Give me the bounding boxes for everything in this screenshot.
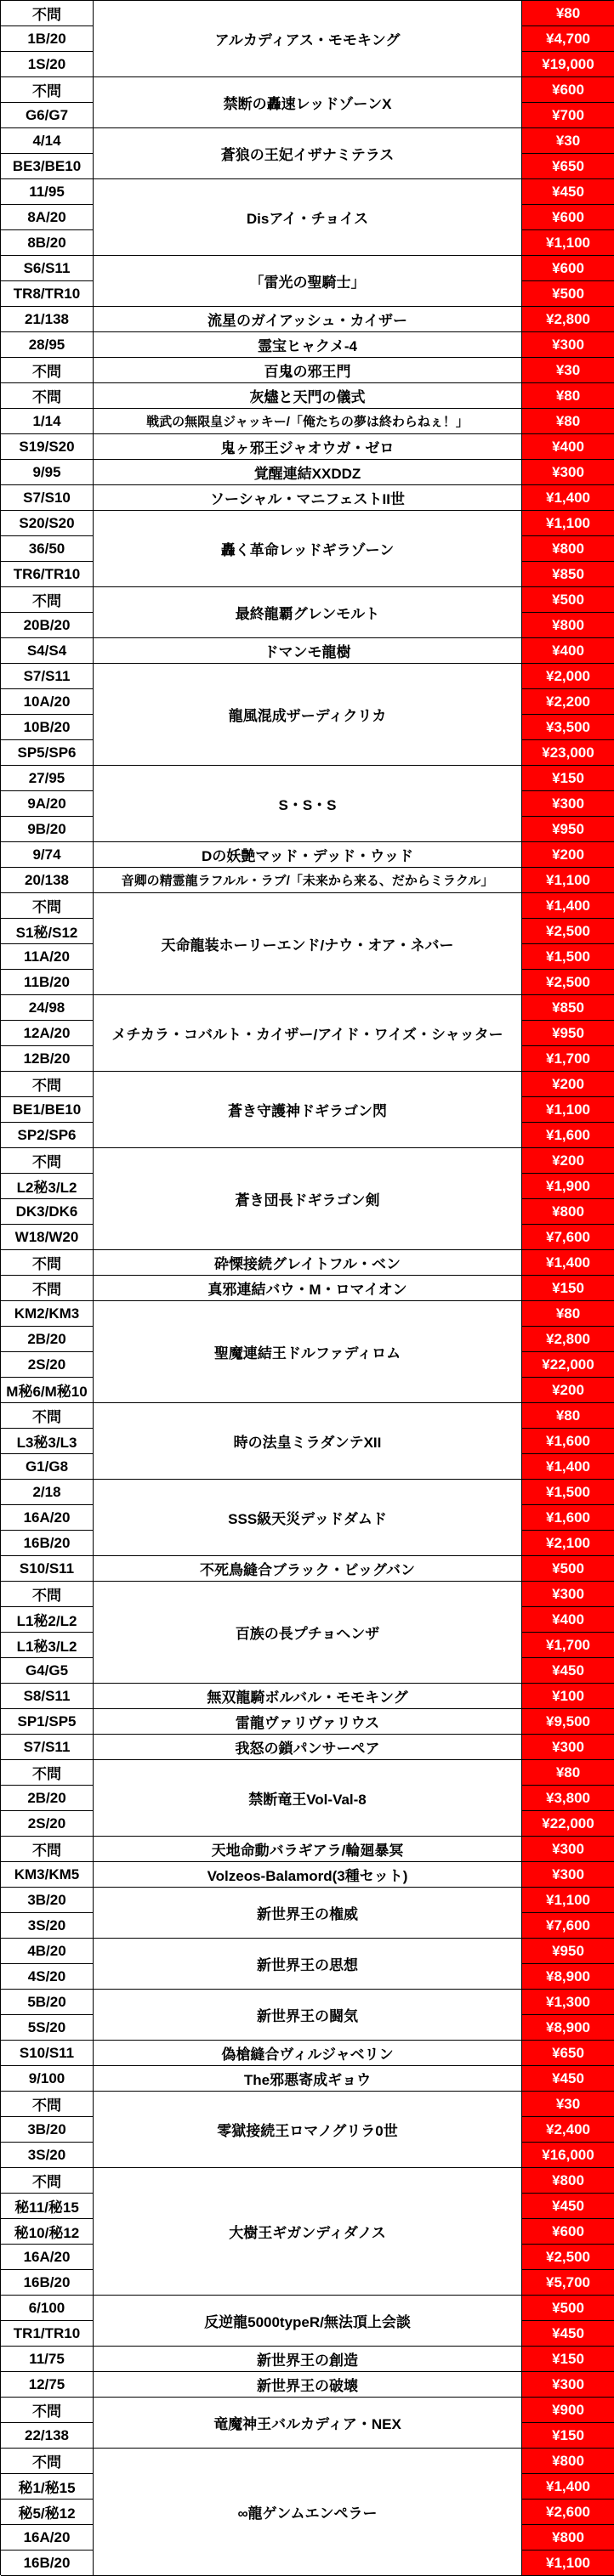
card-code-cell: 不問 [1, 383, 94, 409]
card-code-cell: 2S/20 [1, 1352, 94, 1378]
price-cell: ¥19,000 [522, 52, 614, 77]
card-code-cell: M秘6/M秘10 [1, 1378, 94, 1403]
card-name-cell: メチカラ・コバルト・カイザー/アイド・ワイズ・シャッター [94, 995, 522, 1072]
card-code-cell: S7/S11 [1, 664, 94, 689]
card-code-cell: S10/S11 [1, 2041, 94, 2066]
card-code-cell: BE3/BE10 [1, 154, 94, 179]
card-name-cell: 新世界王の創造 [94, 2347, 522, 2372]
card-code-cell: 28/95 [1, 332, 94, 358]
price-cell: ¥200 [522, 842, 614, 868]
card-code-cell: 11/75 [1, 2347, 94, 2372]
card-code-cell: 8B/20 [1, 230, 94, 256]
card-code-cell: 21/138 [1, 307, 94, 332]
price-cell: ¥650 [522, 154, 614, 179]
card-code-cell: 不問 [1, 77, 94, 103]
card-name-cell: 新世界王の思想 [94, 1939, 522, 1990]
price-cell: ¥600 [522, 256, 614, 281]
price-cell: ¥2,400 [522, 2117, 614, 2143]
price-cell: ¥1,400 [522, 1454, 614, 1480]
card-name-cell: 覚醒連結XXDDZ [94, 460, 522, 485]
price-cell: ¥1,500 [522, 1480, 614, 1505]
price-cell: ¥400 [522, 638, 614, 664]
price-cell: ¥400 [522, 1607, 614, 1633]
card-code-cell: 16A/20 [1, 2525, 94, 2551]
card-code-cell: 秘5/秘12 [1, 2500, 94, 2525]
card-code-cell: 9/100 [1, 2066, 94, 2092]
card-name-cell: 百鬼の邪王門 [94, 358, 522, 383]
card-code-cell: 9/74 [1, 842, 94, 868]
price-cell: ¥22,000 [522, 1352, 614, 1378]
card-name-cell: 新世界王の闘気 [94, 1990, 522, 2041]
price-cell: ¥80 [522, 1301, 614, 1327]
card-code-cell: G6/G7 [1, 103, 94, 128]
price-cell: ¥950 [522, 817, 614, 842]
card-code-cell: 不問 [1, 1276, 94, 1301]
card-code-cell: L1秘3/L2 [1, 1633, 94, 1658]
price-cell: ¥30 [522, 128, 614, 154]
price-cell: ¥2,000 [522, 664, 614, 689]
card-code-cell: 不問 [1, 1072, 94, 1097]
card-code-cell: 不問 [1, 1760, 94, 1786]
price-cell: ¥500 [522, 2296, 614, 2321]
price-cell: ¥16,000 [522, 2143, 614, 2168]
card-name-cell: 霊宝ヒャクメ-4 [94, 332, 522, 358]
card-code-cell: 不問 [1, 1, 94, 26]
card-code-cell: S7/S10 [1, 485, 94, 511]
card-code-cell: 9/95 [1, 460, 94, 485]
card-code-cell: W18/W20 [1, 1225, 94, 1250]
card-name-cell: 天命龍装ホーリーエンド/ナウ・オア・ネバー [94, 893, 522, 995]
card-name-cell: 雷龍ヴァリヴァリウス [94, 1709, 522, 1735]
card-code-cell: 5S/20 [1, 2015, 94, 2041]
price-cell: ¥300 [522, 460, 614, 485]
card-name-cell: 龍風混成ザーディクリカ [94, 664, 522, 766]
price-cell: ¥23,000 [522, 740, 614, 766]
price-cell: ¥300 [522, 332, 614, 358]
card-code-cell: SP1/SP5 [1, 1709, 94, 1735]
card-code-cell: 3S/20 [1, 1913, 94, 1939]
card-code-cell: 不問 [1, 358, 94, 383]
price-cell: ¥800 [522, 536, 614, 562]
card-code-cell: 3B/20 [1, 2117, 94, 2143]
price-cell: ¥450 [522, 1658, 614, 1684]
card-code-cell: 11A/20 [1, 944, 94, 970]
price-cell: ¥850 [522, 995, 614, 1021]
price-cell: ¥22,000 [522, 1811, 614, 1837]
card-code-cell: KM2/KM3 [1, 1301, 94, 1327]
card-code-cell: 9A/20 [1, 791, 94, 817]
price-cell: ¥1,100 [522, 1097, 614, 1123]
price-cell: ¥800 [522, 2525, 614, 2551]
card-code-cell: 3S/20 [1, 2143, 94, 2168]
card-name-cell: 真邪連結バウ・M・ロマイオン [94, 1276, 522, 1301]
price-cell: ¥950 [522, 1021, 614, 1046]
card-name-cell: 最終龍覇グレンモルト [94, 587, 522, 638]
price-cell: ¥1,100 [522, 868, 614, 893]
price-cell: ¥2,500 [522, 2245, 614, 2270]
price-cell: ¥600 [522, 2219, 614, 2245]
card-code-cell: 27/95 [1, 766, 94, 791]
price-cell: ¥80 [522, 383, 614, 409]
card-code-cell: KM3/KM5 [1, 1862, 94, 1888]
price-cell: ¥500 [522, 1556, 614, 1582]
price-cell: ¥200 [522, 1148, 614, 1174]
price-cell: ¥1,100 [522, 511, 614, 536]
price-cell: ¥800 [522, 2449, 614, 2474]
card-code-cell: TR6/TR10 [1, 562, 94, 587]
price-cell: ¥2,200 [522, 689, 614, 715]
price-cell: ¥1,600 [522, 1505, 614, 1531]
card-code-cell: 12B/20 [1, 1046, 94, 1072]
card-code-cell: 16B/20 [1, 2551, 94, 2576]
card-code-cell: 不問 [1, 893, 94, 919]
price-cell: ¥1,500 [522, 944, 614, 970]
price-cell: ¥600 [522, 77, 614, 103]
price-cell: ¥1,400 [522, 1250, 614, 1276]
card-code-cell: BE1/BE10 [1, 1097, 94, 1123]
card-code-cell: 4/14 [1, 128, 94, 154]
card-code-cell: 12A/20 [1, 1021, 94, 1046]
card-name-cell: ∞龍ゲンムエンペラー [94, 2449, 522, 2576]
price-cell: ¥1,700 [522, 1046, 614, 1072]
card-name-cell: 砕慄接続グレイトフル・ベン [94, 1250, 522, 1276]
card-name-cell: 偽槍縫合ヴィルジャベリン [94, 2041, 522, 2066]
card-code-cell: SP2/SP6 [1, 1123, 94, 1148]
card-name-cell: Disアイ・チョイス [94, 179, 522, 256]
price-cell: ¥80 [522, 1403, 614, 1429]
price-cell: ¥450 [522, 2066, 614, 2092]
card-code-cell: 不問 [1, 1148, 94, 1174]
card-code-cell: 不問 [1, 1837, 94, 1862]
price-cell: ¥150 [522, 766, 614, 791]
price-cell: ¥600 [522, 205, 614, 230]
card-code-cell: 不問 [1, 2398, 94, 2423]
card-code-cell: S19/S20 [1, 434, 94, 460]
card-name-cell: アルカディアス・モモキング [94, 1, 522, 77]
card-name-cell: S・S・S [94, 766, 522, 842]
card-code-cell: 8A/20 [1, 205, 94, 230]
price-cell: ¥200 [522, 1072, 614, 1097]
price-cell: ¥1,100 [522, 1888, 614, 1913]
card-code-cell: 2B/20 [1, 1327, 94, 1352]
card-code-cell: S20/S20 [1, 511, 94, 536]
price-cell: ¥1,100 [522, 230, 614, 256]
price-cell: ¥300 [522, 1862, 614, 1888]
price-cell: ¥800 [522, 1199, 614, 1225]
card-code-cell: G4/G5 [1, 1658, 94, 1684]
card-code-cell: 秘11/秘15 [1, 2194, 94, 2219]
card-name-cell: 禁断の轟速レッドゾーンX [94, 77, 522, 128]
price-cell: ¥2,600 [522, 2500, 614, 2525]
price-cell: ¥300 [522, 1837, 614, 1862]
card-code-cell: 24/98 [1, 995, 94, 1021]
card-code-cell: 不問 [1, 2449, 94, 2474]
price-cell: ¥7,600 [522, 1913, 614, 1939]
price-cell: ¥9,500 [522, 1709, 614, 1735]
card-name-cell: 新世界王の破壊 [94, 2372, 522, 2398]
card-name-cell: 「雷光の聖騎士」 [94, 256, 522, 307]
card-code-cell: 秘10/秘12 [1, 2219, 94, 2245]
card-name-cell: 鬼ヶ邪王ジャオウガ・ゼロ [94, 434, 522, 460]
card-code-cell: S8/S11 [1, 1684, 94, 1709]
price-cell: ¥450 [522, 2194, 614, 2219]
card-code-cell: 1S/20 [1, 52, 94, 77]
card-name-cell: 不死鳥縫合ブラック・ビッグバン [94, 1556, 522, 1582]
card-code-cell: 20B/20 [1, 613, 94, 638]
card-code-cell: 不問 [1, 2168, 94, 2194]
card-code-cell: 1/14 [1, 409, 94, 434]
price-cell: ¥300 [522, 1582, 614, 1607]
card-code-cell: S4/S4 [1, 638, 94, 664]
card-code-cell: 22/138 [1, 2423, 94, 2449]
card-name-cell: Volzeos-Balamord(3種セット) [94, 1862, 522, 1888]
card-code-cell: 6/100 [1, 2296, 94, 2321]
card-code-cell: 2B/20 [1, 1786, 94, 1811]
price-cell: ¥800 [522, 613, 614, 638]
card-code-cell: L3秘3/L3 [1, 1429, 94, 1454]
price-cell: ¥2,800 [522, 1327, 614, 1352]
price-cell: ¥450 [522, 179, 614, 205]
price-cell: ¥8,900 [522, 2015, 614, 2041]
price-cell: ¥200 [522, 1378, 614, 1403]
card-code-cell: 不問 [1, 1582, 94, 1607]
price-cell: ¥700 [522, 103, 614, 128]
card-code-cell: G1/G8 [1, 1454, 94, 1480]
card-code-cell: 16B/20 [1, 2270, 94, 2296]
price-cell: ¥1,400 [522, 893, 614, 919]
card-name-cell: 轟く革命レッドギラゾーン [94, 511, 522, 587]
card-code-cell: TR8/TR10 [1, 281, 94, 307]
card-code-cell: 12/75 [1, 2372, 94, 2398]
card-code-cell: TR1/TR10 [1, 2321, 94, 2347]
price-cell: ¥2,100 [522, 1531, 614, 1556]
card-code-cell: 10B/20 [1, 715, 94, 740]
price-cell: ¥1,700 [522, 1633, 614, 1658]
card-code-cell: 不問 [1, 1250, 94, 1276]
card-name-cell: 聖魔連結王ドルファディロム [94, 1301, 522, 1403]
card-code-cell: L1秘2/L2 [1, 1607, 94, 1633]
price-cell: ¥1,600 [522, 1429, 614, 1454]
card-code-cell: 3B/20 [1, 1888, 94, 1913]
price-cell: ¥150 [522, 2423, 614, 2449]
card-code-cell: 16B/20 [1, 1531, 94, 1556]
card-code-cell: 10A/20 [1, 689, 94, 715]
price-cell: ¥400 [522, 434, 614, 460]
price-cell: ¥1,400 [522, 2474, 614, 2500]
card-name-cell: The邪悪寄成ギョウ [94, 2066, 522, 2092]
price-cell: ¥1,600 [522, 1123, 614, 1148]
card-code-cell: S7/S11 [1, 1735, 94, 1760]
price-cell: ¥500 [522, 587, 614, 613]
card-code-cell: 16A/20 [1, 1505, 94, 1531]
card-code-cell: 1B/20 [1, 26, 94, 52]
card-code-cell: 20/138 [1, 868, 94, 893]
card-name-cell: 無双龍騎ボルバル・モモキング [94, 1684, 522, 1709]
card-code-cell: L2秘3/L2 [1, 1174, 94, 1199]
card-name-cell: 新世界王の権威 [94, 1888, 522, 1939]
price-cell: ¥2,500 [522, 919, 614, 944]
price-cell: ¥2,800 [522, 307, 614, 332]
card-code-cell: 16A/20 [1, 2245, 94, 2270]
card-name-cell: 戦武の無限皇ジャッキー/「俺たちの夢は終わらねぇ！」 [94, 409, 522, 434]
card-name-cell: SSS級天災デッドダムド [94, 1480, 522, 1556]
card-name-cell: ソーシャル・マニフェストII世 [94, 485, 522, 511]
card-code-cell: 36/50 [1, 536, 94, 562]
price-cell: ¥1,300 [522, 1990, 614, 2015]
price-cell: ¥3,500 [522, 715, 614, 740]
price-cell: ¥80 [522, 1760, 614, 1786]
card-code-cell: 不問 [1, 587, 94, 613]
price-cell: ¥800 [522, 2168, 614, 2194]
price-cell: ¥4,700 [522, 26, 614, 52]
card-code-cell: 秘1/秘15 [1, 2474, 94, 2500]
price-cell: ¥5,700 [522, 2270, 614, 2296]
card-name-cell: 禁断竜王Vol-Val-8 [94, 1760, 522, 1837]
card-name-cell: 零獄接続王ロマノグリラ0世 [94, 2092, 522, 2168]
card-name-cell: 蒼き守護神ドギラゴン閃 [94, 1072, 522, 1148]
card-code-cell: S6/S11 [1, 256, 94, 281]
card-code-cell: 9B/20 [1, 817, 94, 842]
card-code-cell: 2S/20 [1, 1811, 94, 1837]
card-code-cell: SP5/SP6 [1, 740, 94, 766]
price-cell: ¥300 [522, 791, 614, 817]
card-name-cell: 我怒の鎖パンサーペア [94, 1735, 522, 1760]
card-name-cell: 天地命動バラギアラ/輪廻暴冥 [94, 1837, 522, 1862]
card-name-cell: 時の法皇ミラダンテXII [94, 1403, 522, 1480]
card-name-cell: 百族の長プチョヘンザ [94, 1582, 522, 1684]
card-name-cell: 竜魔神王バルカディア・NEX [94, 2398, 522, 2449]
card-code-cell: 11/95 [1, 179, 94, 205]
card-code-cell: S10/S11 [1, 1556, 94, 1582]
card-name-cell: ドマンモ龍樹 [94, 638, 522, 664]
price-cell: ¥3,800 [522, 1786, 614, 1811]
price-cell: ¥150 [522, 1276, 614, 1301]
card-name-cell: 音卿の精霊龍ラフルル・ラブ/「未来から来る、だからミラクル」 [94, 868, 522, 893]
card-code-cell: 4S/20 [1, 1964, 94, 1990]
card-code-cell: DK3/DK6 [1, 1199, 94, 1225]
card-code-cell: 5B/20 [1, 1990, 94, 2015]
price-cell: ¥1,900 [522, 1174, 614, 1199]
price-cell: ¥900 [522, 2398, 614, 2423]
price-cell: ¥450 [522, 2321, 614, 2347]
card-name-cell: Dの妖艶マッド・デッド・ウッド [94, 842, 522, 868]
card-code-cell: 2/18 [1, 1480, 94, 1505]
card-name-cell: 流星のガイアッシュ・カイザー [94, 307, 522, 332]
price-cell: ¥7,600 [522, 1225, 614, 1250]
price-cell: ¥150 [522, 2347, 614, 2372]
card-name-cell: 蒼狼の王妃イザナミテラス [94, 128, 522, 179]
price-cell: ¥1,100 [522, 2551, 614, 2576]
price-cell: ¥30 [522, 358, 614, 383]
card-name-cell: 大樹王ギガンディダノス [94, 2168, 522, 2296]
price-cell: ¥1,400 [522, 485, 614, 511]
card-code-cell: 11B/20 [1, 970, 94, 995]
card-name-cell: 蒼き団長ドギラゴン剣 [94, 1148, 522, 1250]
price-cell: ¥8,900 [522, 1964, 614, 1990]
card-code-cell: 不問 [1, 1403, 94, 1429]
price-cell: ¥650 [522, 2041, 614, 2066]
price-cell: ¥300 [522, 2372, 614, 2398]
price-cell: ¥100 [522, 1684, 614, 1709]
price-cell: ¥950 [522, 1939, 614, 1964]
price-cell: ¥80 [522, 409, 614, 434]
price-cell: ¥850 [522, 562, 614, 587]
card-name-cell: 反逆龍5000typeR/無法頂上会談 [94, 2296, 522, 2347]
card-code-cell: 4B/20 [1, 1939, 94, 1964]
card-code-cell: 不問 [1, 2092, 94, 2117]
price-cell: ¥2,500 [522, 970, 614, 995]
price-cell: ¥80 [522, 1, 614, 26]
price-cell: ¥300 [522, 1735, 614, 1760]
price-cell: ¥30 [522, 2092, 614, 2117]
price-cell: ¥500 [522, 281, 614, 307]
card-name-cell: 灰燼と天門の儀式 [94, 383, 522, 409]
card-code-cell: S1秘/S12 [1, 919, 94, 944]
